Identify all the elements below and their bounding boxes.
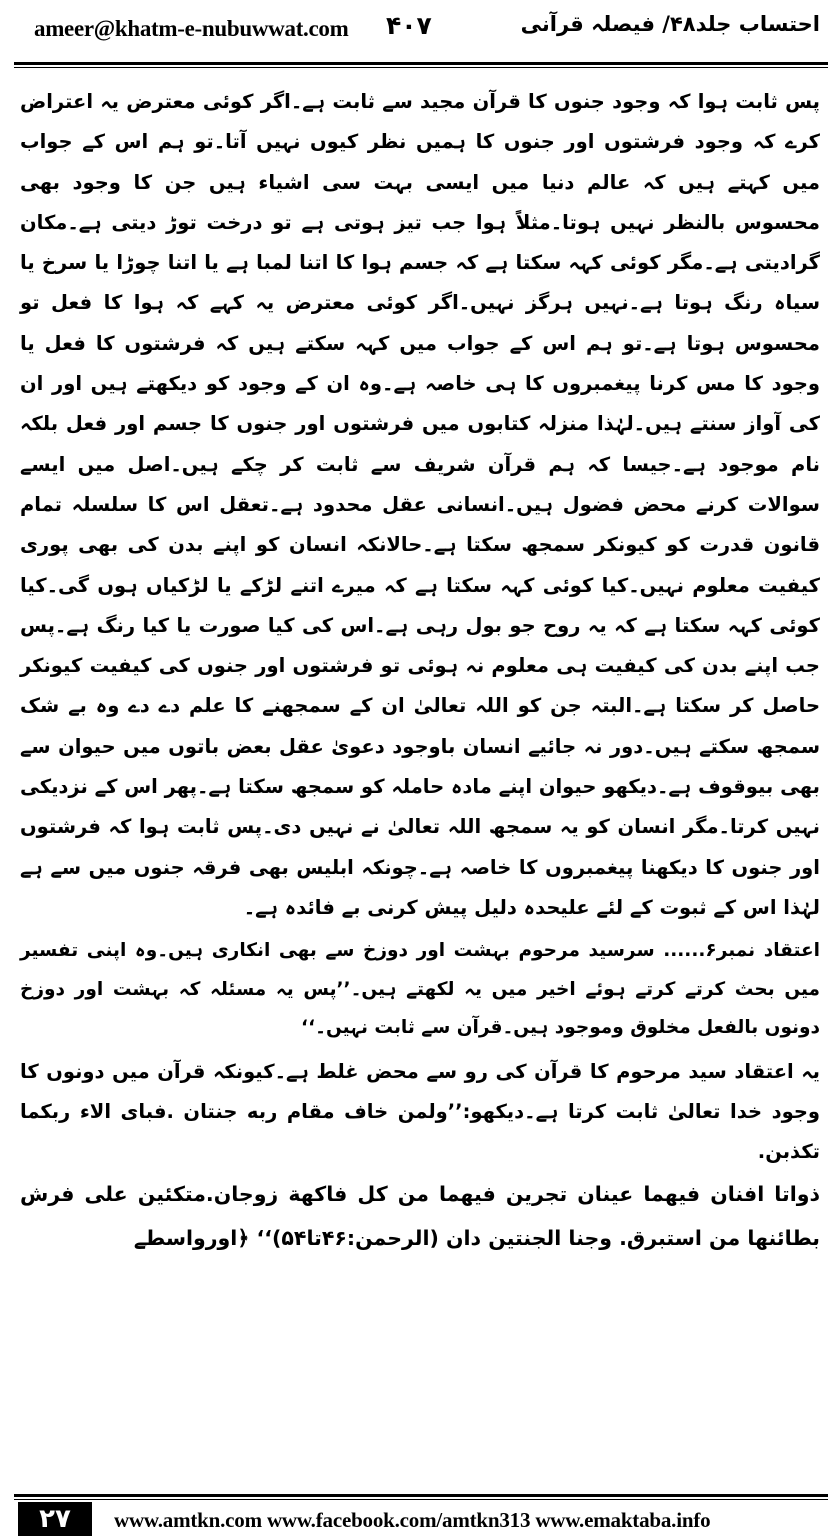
- header-rule: [14, 62, 828, 65]
- body-paragraph-refutation: یہ اعتقاد سید مرحوم کا قرآن کی رو سے محض غلط ہے۔کیونکہ قرآن میں دونوں کا وجود خدا تعالیٰ ثابت کرتا ہے۔دیکھو:’’ولمن خاف مقام ربه جنتان .فباى الاء ربكما تكذبن.: [20, 1059, 820, 1163]
- footer-links: www.amtkn.com www.facebook.com/amtkn313 www.emaktaba.info: [114, 1508, 711, 1532]
- header-email: ameer@khatm-e-nubuwwat.com: [34, 16, 349, 41]
- footer-page-badge: ۲۷: [18, 1502, 92, 1536]
- page-body: [20, 82, 820, 1260]
- body-paragraph-aqida: اعتقاد نمبر۶...... سرسید مرحوم بہشت اور دوزخ سے بھی انکاری ہیں۔وہ اپنی تفسیر میں بحث کرتے کرتے ہوئے اخیر میں یہ لکھتے ہیں۔’’پس یہ مسئلہ کہ بہشت اور دوزخ دونوں بالفعل مخلوق وموجود ہیں۔قرآن سے ثابت نہیں۔‘‘: [20, 940, 820, 1039]
- header-title: احتساب جلد۴۸/ فیصلہ قرآنی: [520, 12, 820, 36]
- body-paragraph-1: پس ثابت ہوا کہ وجود جنوں کا قرآن مجید سے ثابت ہے۔اگر کوئی معترض یہ اعتراض کرے کہ وجود فرشتوں اور جنوں کا ہمیں نظر کیوں نہیں آتا۔تو ہم اس کے جواب میں کہتے ہیں کہ عالم دنیا میں ایسی بہت سی اشیاء ہیں جن کا وجود بھی محسوس بالنظر نہیں ہوتا۔مثلاً ہوا جب تیز ہوتی ہے تو درخت توڑ دیتی ہے۔مکان گرادیتی ہے۔مگر کوئی کہہ سکتا ہے کہ جسم ہوا کا اتنا لمبا ہے یا اتنا چوڑا یا سرخ یا سیاہ رنگ ہوتا ہے۔نہیں ہرگز نہیں۔اگر کوئی معترض یہ کہے کہ ہوا کا فعل تو محسوس ہوتا ہے۔تو ہم اس کے جواب میں کہہ سکتے ہیں کہ فرشتوں کا فعل یا وجود کا مس کرنا پیغمبروں کا ہی خاصہ ہے۔وہ ان کے وجود کو دیکھتے ہیں اور ان کی آواز سنتے ہیں۔لہٰذا منزلہ کتابوں میں فرشتوں اور جنوں کا جسم اور فعل بلکہ نام موجود ہے۔جیسا کہ ہم قرآن شریف سے ثابت کر چکے ہیں۔اصل میں ایسے سوالات کرنے محض فضول ہیں۔انسانی عقل محدود ہے۔تعقل اس کا سلسلہ تمام قانون قدرت کو کیونکر سمجھ سکتا ہے۔حالانکہ انسان کو اپنے بدن کی بھی پوری کیفیت معلوم نہیں۔کیا کوئی کہہ سکتا ہے کہ میرے اتنے لڑکے یا لڑکیاں ہوں گی۔کیا کوئی کہہ سکتا ہے کہ یہ روح جو بول رہی ہے۔اس کی کیا صورت یا کیا رنگ ہے۔پس جب اپنے بدن کی کیفیت ہی معلوم نہ ہوئی تو فرشتوں اور جنوں کی کیفیت کیونکر حاصل کر سکتا ہے۔البتہ جن کو اللہ تعالیٰ ان کے سمجھنے کا علم دے دے وہ بے شک سمجھ سکتے ہیں۔دور نہ جائیے انسان باوجود دعویٰ عقل بعض باتوں میں حیوان سے بھی بیوقوف ہے۔دیکھو حیوان اپنے مادہ حاملہ کو سمجھ سکتا ہے۔پھر اس کے نزدیکی نہیں کرتا۔مگر انسان کو یہ سمجھ اللہ تعالیٰ نے نہیں دی۔پس ثابت ہوا کہ فرشتوں اور جنوں کا دیکھنا پیغمبروں کا خاصہ ہے۔چونکہ ابلیس بھی فرقہ جنوں میں سے ہے لہٰذا اس کے ثبوت کے لئے علیحدہ دلیل پیش کرنی بے فائدہ ہے۔: [20, 90, 820, 919]
- footer-rule: [14, 1494, 828, 1497]
- header-rule-thin: [14, 67, 828, 68]
- page-header: [0, 0, 840, 64]
- footer-rule-thin: [14, 1499, 828, 1500]
- header-page-number: ۴۰۷: [386, 11, 432, 40]
- arabic-quote: ذواتا افنان فيهما عينان تجرين فيهما من كل فاكهة زوجان.متكئين على فرش بطائنها من استبرق. وجنا الجنتين دان (الرحمن:۴۶تا۵۴)‘‘ ﴿اورواسطے: [20, 1181, 820, 1250]
